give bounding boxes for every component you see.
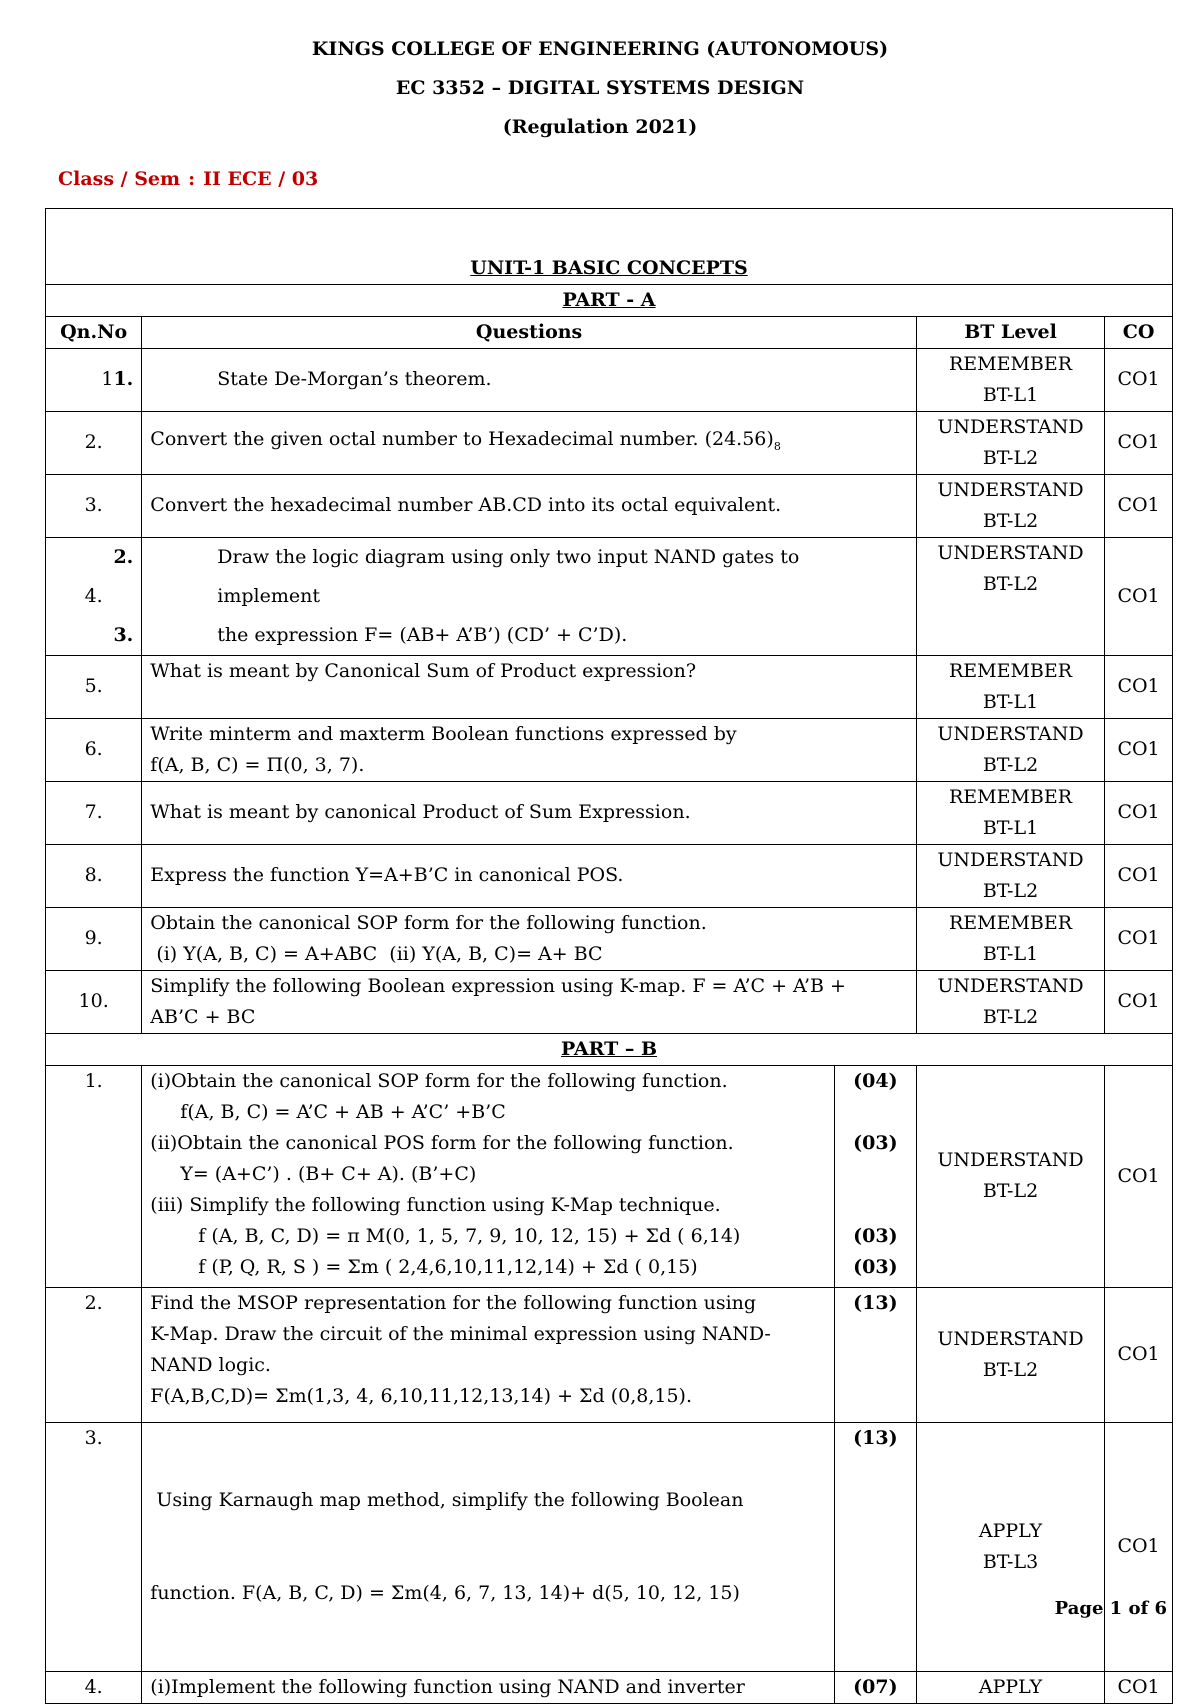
table-row (46, 970, 1173, 1033)
bt-code: BT-L2 (982, 1180, 1039, 1202)
co: CO1 (1105, 348, 1173, 411)
question-line: Find the MSOP representation for the following function using (150, 1291, 757, 1314)
question-text: State De-Morgan’s theorem. (142, 348, 917, 411)
qn-number: 1 (101, 368, 114, 390)
bt-level: REMEMBER (948, 785, 1073, 808)
question-line: (i)Implement the following function using NAND and inverter (142, 1671, 835, 1703)
question-line: NAND logic. (150, 1353, 271, 1376)
question-text: Convert the hexadecimal number AB.CD into its octal equivalent. (142, 474, 917, 537)
qn-number: 2. (46, 1287, 142, 1422)
bt-level: UNDERSTAND (937, 1327, 1084, 1350)
bt-code: BT-L1 (982, 816, 1039, 839)
table-row (46, 348, 1173, 411)
bt-code: BT-L2 (982, 446, 1039, 469)
marks: (03) (853, 1255, 898, 1278)
question-line: Y= (A+C’) . (B+ C+ A). (B’+C) (180, 1162, 477, 1185)
table-row (46, 411, 1173, 474)
bt-level: REMEMBER (948, 659, 1073, 682)
qn-number: 6. (46, 718, 142, 781)
question-line: f (P, Q, R, S ) = Σm ( 2,4,6,10,11,12,14) + Σd ( 0,15) (198, 1255, 698, 1278)
bt-code: BT-L2 (982, 1358, 1039, 1381)
qn-number-stray: 2. (113, 545, 134, 568)
part-b-title: PART – B (46, 1033, 1173, 1065)
course-title: EC 3352 – DIGITAL SYSTEMS DESIGN (395, 77, 805, 99)
table-row (46, 1671, 1173, 1703)
marks: (13) (834, 1422, 916, 1671)
question-line: (i) Y(A, B, C) = A+ABC (ii) Y(A, B, C)= A+ BC (150, 942, 603, 965)
table-row (46, 537, 1173, 655)
qn-number: 3. (46, 474, 142, 537)
co: CO1 (1105, 537, 1173, 655)
table-row (46, 1287, 1173, 1422)
bt-level: UNDERSTAND (937, 722, 1084, 745)
table-row (46, 718, 1173, 781)
co: CO1 (1105, 970, 1173, 1033)
question-line: the expression F= (AB+ A’B’) (CD’ + C’D). (217, 623, 628, 646)
qn-number: 4. (46, 1671, 142, 1703)
qn-number: 2. (46, 411, 142, 474)
question-line: Write minterm and maxterm Boolean functions expressed by (150, 722, 737, 745)
marks: (03) (853, 1224, 898, 1247)
bt-code: BT-L1 (982, 942, 1039, 965)
qn-number: 10. (46, 970, 142, 1033)
table-row (46, 655, 1173, 718)
co: CO1 (1105, 844, 1173, 907)
octal-subscript: 8 (773, 439, 781, 453)
question-text: What is meant by canonical Product of Sum Expression. (142, 781, 917, 844)
bt-level: UNDERSTAND (937, 415, 1084, 438)
question-line: (i)Obtain the canonical SOP form for the following function. (150, 1069, 728, 1092)
question-line: f(A, B, C) = Π(0, 3, 7). (150, 753, 365, 776)
question-line: implement (217, 584, 320, 607)
bt-code: BT-L2 (982, 572, 1039, 595)
marks: (03) (853, 1131, 898, 1154)
bt-level: APPLY (916, 1671, 1104, 1703)
table-row (46, 1422, 1173, 1671)
header-questions: Questions (142, 316, 917, 348)
question-line: AB’C + BC (150, 1005, 256, 1028)
table-row (46, 844, 1173, 907)
bt-level: UNDERSTAND (937, 1149, 1084, 1171)
class-sem (58, 168, 318, 190)
bt-code: BT-L2 (982, 753, 1039, 776)
bt-level: REMEMBER (948, 911, 1073, 934)
question-line: f(A, B, C) = A’C + AB + A’C’ +B’C (180, 1100, 506, 1123)
question-text: What is meant by Canonical Sum of Product expression? (142, 655, 917, 718)
co: CO1 (1105, 907, 1173, 970)
co: CO1 (1105, 655, 1173, 718)
co: CO1 (1105, 411, 1173, 474)
question-line: function. F(A, B, C, D) = Σm(4, 6, 7, 13, 14)+ d(5, 10, 12, 15) (150, 1581, 740, 1604)
bt-level: UNDERSTAND (937, 848, 1084, 871)
bt-level: APPLY (978, 1519, 1043, 1542)
question-text: Convert the given octal number to Hexadecimal number. (24.56) (150, 427, 774, 450)
co: CO1 (1105, 474, 1173, 537)
table-row (46, 474, 1173, 537)
qn-number: 3. (46, 1422, 142, 1671)
co: CO1 (1105, 718, 1173, 781)
table-row (46, 907, 1173, 970)
header-qn: Qn.No (46, 316, 142, 348)
part-a-title: PART - A (46, 284, 1173, 316)
unit-title: UNIT-1 BASIC CONCEPTS (46, 253, 1173, 285)
qn-number: 5. (46, 655, 142, 718)
class-separator: : (188, 168, 196, 190)
college-title: KINGS COLLEGE OF ENGINEERING (AUTONOMOUS) (311, 38, 889, 60)
question-text: Express the function Y=A+B’C in canonical POS. (142, 844, 917, 907)
bt-level: UNDERSTAND (937, 541, 1084, 564)
header-co: CO (1105, 316, 1173, 348)
co: CO1 (1105, 781, 1173, 844)
table-row (46, 1065, 1173, 1287)
qn-number: 7. (46, 781, 142, 844)
class-value: II ECE / 03 (203, 168, 319, 190)
question-line: F(A,B,C,D)= Σm(1,3, 4, 6,10,11,12,13,14) + Σd (0,8,15). (150, 1384, 692, 1407)
page-footer: Page 1 of 6 (1054, 1598, 1167, 1619)
co: CO1 (1105, 1671, 1173, 1703)
question-line: Draw the logic diagram using only two input NAND gates to (217, 545, 800, 568)
bt-code: BT-L1 (982, 383, 1039, 406)
question-table (45, 208, 1173, 1704)
regulation: (Regulation 2021) (502, 116, 698, 138)
question-line: Using Karnaugh map method, simplify the following Boolean (150, 1488, 744, 1511)
bt-code: BT-L1 (982, 690, 1039, 713)
bt-level: UNDERSTAND (937, 478, 1084, 501)
qn-number: 4. (84, 584, 103, 607)
bt-level: REMEMBER (948, 352, 1073, 375)
marks: (04) (853, 1069, 898, 1092)
header-bt-level: BT Level (916, 316, 1104, 348)
co: CO1 (1105, 1065, 1173, 1287)
question-line: (iii) Simplify the following function using K-Map technique. (150, 1193, 721, 1216)
class-label: Class / Sem (58, 168, 181, 190)
marks: (13) (834, 1287, 916, 1422)
question-line: Obtain the canonical SOP form for the following function. (150, 911, 707, 934)
question-line: (ii)Obtain the canonical POS form for the following function. (150, 1131, 734, 1154)
bt-level: UNDERSTAND (937, 974, 1084, 997)
bt-code: BT-L2 (982, 509, 1039, 532)
bt-code: BT-L3 (982, 1550, 1039, 1573)
bt-code: BT-L2 (982, 1005, 1039, 1028)
qn-number: 8. (46, 844, 142, 907)
qn-number-bold: 1. (113, 368, 134, 390)
marks: (07) (834, 1671, 916, 1703)
qn-number: 1. (46, 1065, 142, 1287)
co: CO1 (1105, 1287, 1173, 1422)
qn-number-stray: 3. (113, 623, 134, 646)
co: CO1 (1105, 1422, 1173, 1671)
question-line: K-Map. Draw the circuit of the minimal expression using NAND- (150, 1322, 771, 1345)
question-line: f (A, B, C, D) = π M(0, 1, 5, 7, 9, 10, 12, 15) + Σd ( 6,14) (198, 1224, 741, 1247)
question-line: Simplify the following Boolean expression using K-map. F = A’C + A’B + (150, 974, 846, 997)
bt-code: BT-L2 (982, 879, 1039, 902)
qn-number: 9. (46, 907, 142, 970)
table-row (46, 781, 1173, 844)
